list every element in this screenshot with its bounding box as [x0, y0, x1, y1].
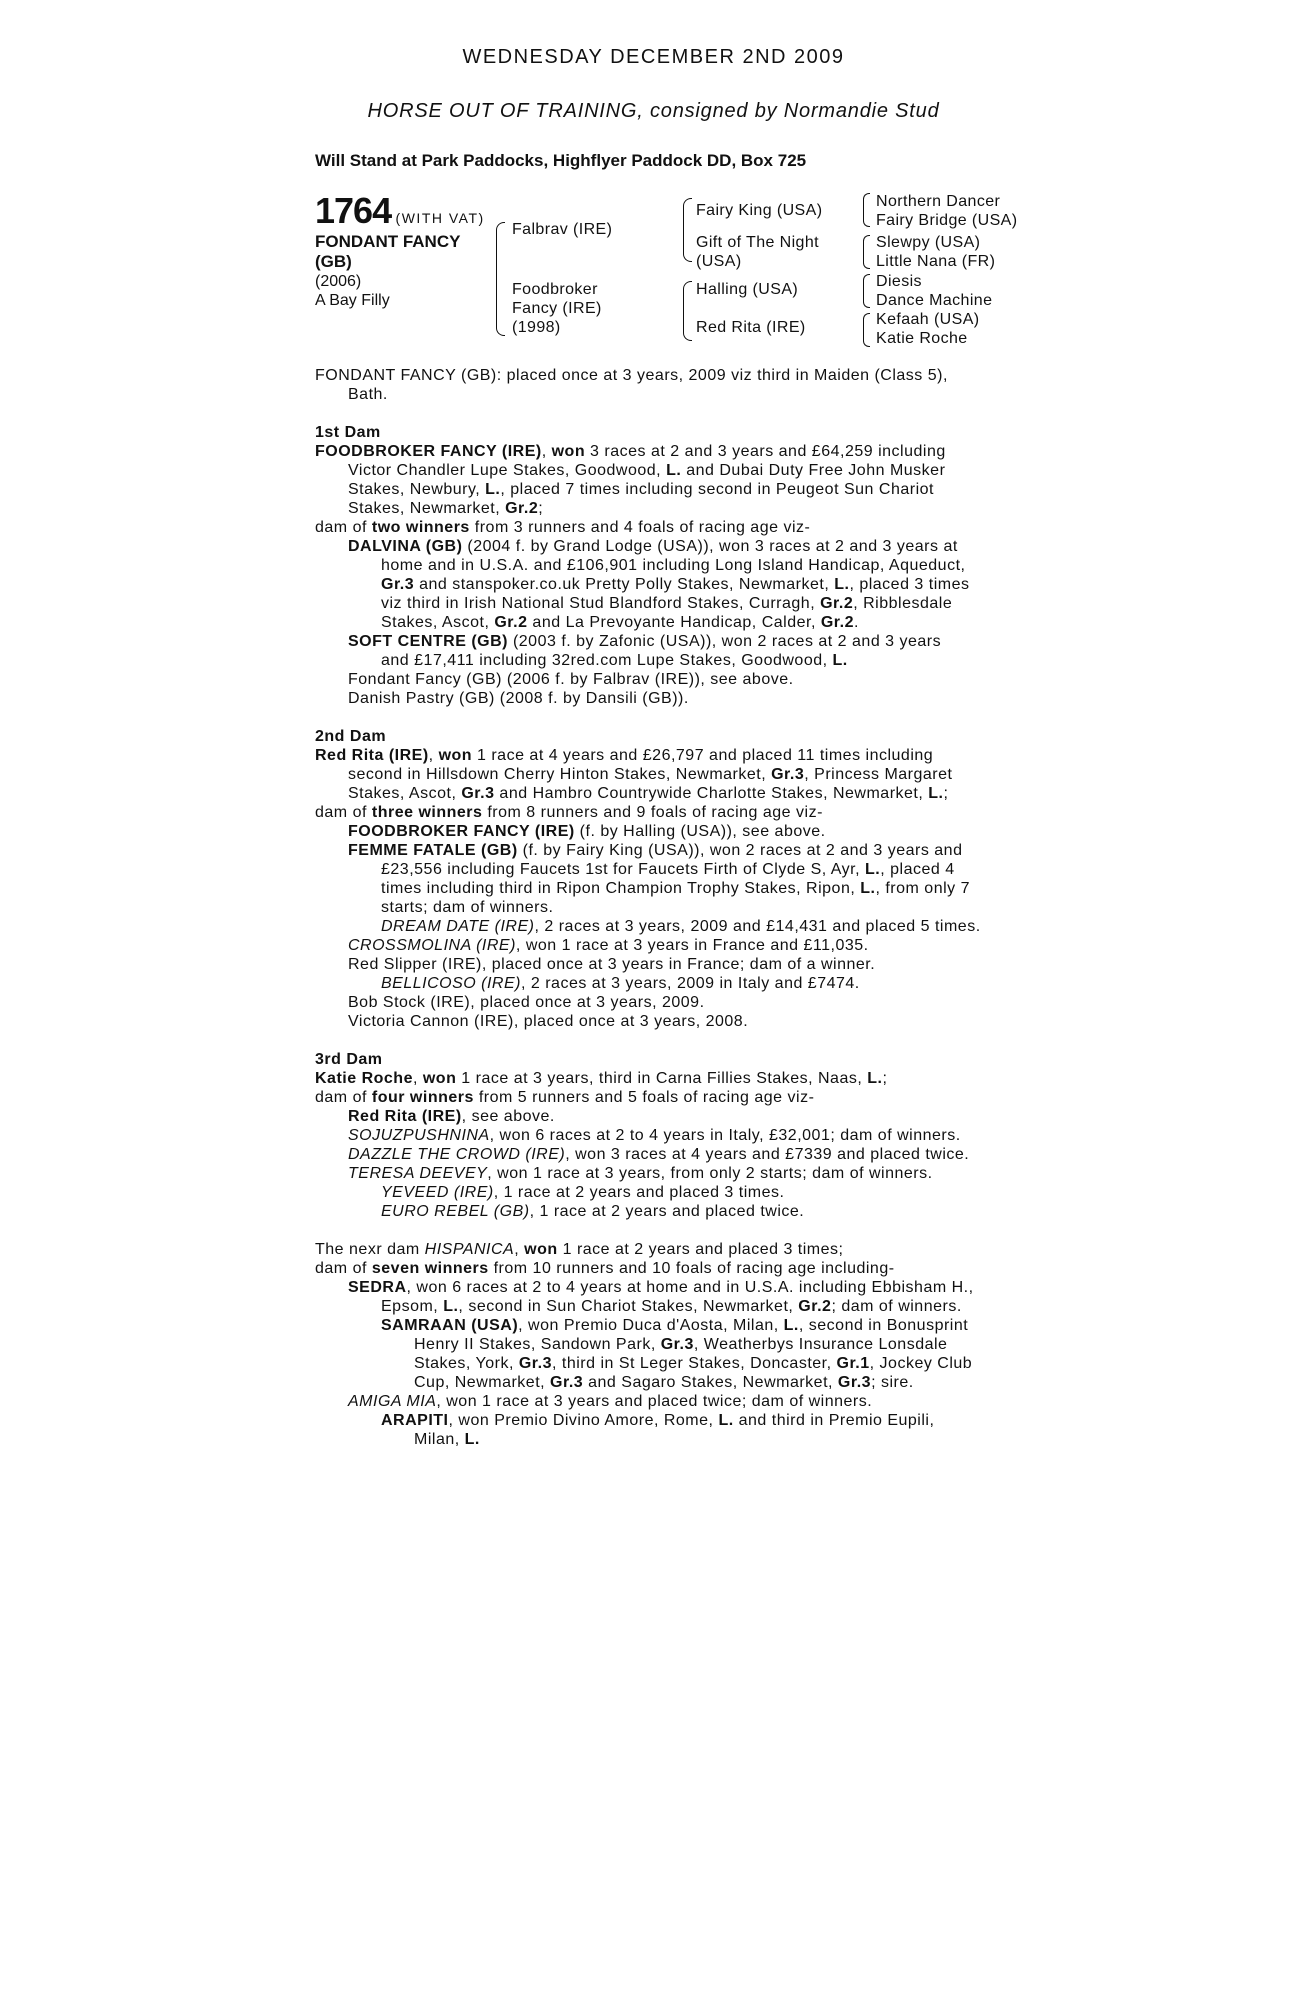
ped-dam-sire: Halling (USA)	[696, 281, 799, 298]
danish-line: Danish Pastry (GB) (2008 f. by Dansili (GB)).	[348, 690, 689, 707]
dam1-line-5: dam of two winners from 3 runners and 4 foals of racing age viz-	[315, 519, 811, 536]
ped-dam-dam: Red Rita (IRE)	[696, 319, 806, 336]
intro-line-2: Bath.	[348, 386, 388, 403]
dam4-line-1: The nexr dam HISPANICA, won 1 race at 2 years and placed 3 times;	[315, 1241, 844, 1258]
samraan-line-1: SAMRAAN (USA), won Premio Duca d'Aosta, Milan, L., second in Bonusprint	[381, 1317, 969, 1334]
dam2-line-2: second in Hillsdown Cherry Hinton Stakes, Newmarket, Gr.3, Princess Margaret	[348, 766, 953, 783]
arapiti-line-2: Milan, L.	[414, 1431, 480, 1448]
dalvina-line-5: Stakes, Ascot, Gr.2 and La Prevoyante Handicap, Calder, Gr.2.	[381, 614, 859, 631]
dazzle-line: DAZZLE THE CROWD (IRE), won 3 races at 4 years and £7339 and placed twice.	[348, 1146, 970, 1163]
sojuz-line: SOJUZPUSHNINA, won 6 races at 2 to 4 years in Italy, £32,001; dam of winners.	[348, 1127, 961, 1144]
ped-sds: Slewpy (USA)	[876, 234, 981, 251]
brace-dam-parents	[683, 281, 692, 341]
horse-year: (2006)	[315, 273, 362, 290]
femme-line-3: times including third in Ripon Champion Trophy Stakes, Ripon, L., from only 7	[381, 880, 970, 897]
fondant-line: Fondant Fancy (GB) (2006 f. by Falbrav (IRE)), see above.	[348, 671, 794, 688]
euro-rebel-line: EURO REBEL (GB), 1 race at 2 years and placed twice.	[381, 1203, 805, 1220]
foodbroker-line: FOODBROKER FANCY (IRE) (f. by Halling (USA)), see above.	[348, 823, 826, 840]
ped-sdd: Little Nana (FR)	[876, 253, 996, 270]
dam1-line-1: FOODBROKER FANCY (IRE), won 3 races at 2 and 3 years and £64,259 including	[315, 443, 946, 460]
dam3-line-1: Katie Roche, won 1 race at 3 years, third in Carna Fillies Stakes, Naas, L.;	[315, 1070, 888, 1087]
brace-ds	[863, 274, 870, 308]
brace-ss	[863, 193, 870, 227]
dream-date-line: DREAM DATE (IRE), 2 races at 3 years, 2009 and £14,431 and placed 5 times.	[381, 918, 981, 935]
dam1-line-3: Stakes, Newbury, L., placed 7 times including second in Peugeot Sun Chariot	[348, 481, 934, 498]
ped-dsd: Dance Machine	[876, 292, 993, 309]
bellicoso-line: BELLICOSO (IRE), 2 races at 3 years, 2009 in Italy and £7474.	[381, 975, 860, 992]
dalvina-line-1: DALVINA (GB) (2004 f. by Grand Lodge (USA)), won 3 races at 2 and 3 years at	[348, 538, 958, 555]
ped-ddd: Katie Roche	[876, 330, 968, 347]
horse-description: A Bay Filly	[315, 292, 390, 309]
intro-line-1: FONDANT FANCY (GB): placed once at 3 years, 2009 viz third in Maiden (Class 5),	[315, 367, 948, 384]
consignor-subtitle: HORSE OUT OF TRAINING, consigned by Normandie Stud	[367, 100, 940, 122]
lot-header	[315, 190, 485, 232]
dam1-line-4: Stakes, Newmarket, Gr.2;	[348, 500, 544, 517]
ped-dds: Kefaah (USA)	[876, 311, 980, 328]
dalvina-line-4: viz third in Irish National Stud Blandford Stakes, Curragh, Gr.2, Ribblesdale	[381, 595, 953, 612]
dam4-line-2: dam of seven winners from 10 runners and 10 foals of racing age including-	[315, 1260, 895, 1277]
lot-number: 1764	[315, 190, 392, 231]
ped-ssd: Fairy Bridge (USA)	[876, 212, 1018, 229]
brace-dd	[863, 313, 870, 347]
red-slipper-line: Red Slipper (IRE), placed once at 3 years in France; dam of a winner.	[348, 956, 876, 973]
lot-vat: (WITH VAT)	[395, 210, 485, 226]
ped-dam: Foodbroker Fancy (IRE) (1998)	[512, 281, 602, 336]
dam3-line-2: dam of four winners from 5 runners and 5 foals of racing age viz-	[315, 1089, 815, 1106]
ped-sire-sire: Fairy King (USA)	[696, 202, 823, 219]
brace-sire-dam	[496, 222, 505, 336]
ped-sire: Falbrav (IRE)	[512, 221, 613, 238]
first-dam-heading: 1st Dam	[315, 424, 381, 441]
ped-sss: Northern Dancer	[876, 193, 1001, 210]
ped-sire-dam: Gift of The Night (USA)	[696, 234, 820, 270]
dalvina-line-2: home and in U.S.A. and £106,901 including Long Island Handicap, Aqueduct,	[381, 557, 966, 574]
dam2-line-4: dam of three winners from 8 runners and 9 foals of racing age viz-	[315, 804, 823, 821]
samraan-line-3: Stakes, York, Gr.3, third in St Leger Stakes, Doncaster, Gr.1, Jockey Club	[414, 1355, 973, 1372]
dam1-line-2: Victor Chandler Lupe Stakes, Goodwood, L. and Dubai Duty Free John Musker	[348, 462, 946, 479]
ped-dss: Diesis	[876, 273, 922, 290]
sedra-line-1: SEDRA, won 6 races at 2 to 4 years at home and in U.S.A. including Ebbisham H.,	[348, 1279, 974, 1296]
horse-name: FONDANT FANCY (GB)	[315, 232, 461, 271]
dalvina-line-3: Gr.3 and stanspoker.co.uk Pretty Polly Stakes, Newmarket, L., placed 3 times	[381, 576, 970, 593]
teresa-line: TERESA DEEVEY, won 1 race at 3 years, from only 2 starts; dam of winners.	[348, 1165, 933, 1182]
femme-line-2: £23,556 including Faucets 1st for Faucets Firth of Clyde S, Ayr, L., placed 4	[381, 861, 955, 878]
dam2-line-3: Stakes, Ascot, Gr.3 and Hambro Countrywide Charlotte Stakes, Newmarket, L.;	[348, 785, 949, 802]
brace-sd	[863, 235, 870, 269]
victoria-cannon-line: Victoria Cannon (IRE), placed once at 3 years, 2008.	[348, 1013, 749, 1030]
yeveed-line: YEVEED (IRE), 1 race at 2 years and placed 3 times.	[381, 1184, 785, 1201]
sale-date: WEDNESDAY DECEMBER 2ND 2009	[462, 46, 845, 68]
crossmolina-line: CROSSMOLINA (IRE), won 1 race at 3 years in France and £11,035.	[348, 937, 869, 954]
soft-centre-line-2: and £17,411 including 32red.com Lupe Stakes, Goodwood, L.	[381, 652, 848, 669]
dam2-line-1: Red Rita (IRE), won 1 race at 4 years and £26,797 and placed 11 times including	[315, 747, 934, 764]
amiga-mia-line: AMIGA MIA, won 1 race at 3 years and placed twice; dam of winners.	[348, 1393, 873, 1410]
samraan-line-2: Henry II Stakes, Sandown Park, Gr.3, Weatherbys Insurance Lonsdale	[414, 1336, 948, 1353]
soft-centre-line-1: SOFT CENTRE (GB) (2003 f. by Zafonic (USA)), won 2 races at 2 and 3 years	[348, 633, 942, 650]
brace-sire-parents	[683, 198, 692, 262]
samraan-line-4: Cup, Newmarket, Gr.3 and Sagaro Stakes, Newmarket, Gr.3; sire.	[414, 1374, 914, 1391]
femme-line-4: starts; dam of winners.	[381, 899, 554, 916]
stand-location: Will Stand at Park Paddocks, Highflyer Paddock DD, Box 725	[315, 151, 807, 170]
second-dam-heading: 2nd Dam	[315, 728, 387, 745]
femme-line-1: FEMME FATALE (GB) (f. by Fairy King (USA)), won 2 races at 2 and 3 years and	[348, 842, 963, 859]
bob-stock-line: Bob Stock (IRE), placed once at 3 years, 2009.	[348, 994, 705, 1011]
third-dam-heading: 3rd Dam	[315, 1051, 383, 1068]
sedra-line-2: Epsom, L., second in Sun Chariot Stakes, Newmarket, Gr.2; dam of winners.	[381, 1298, 962, 1315]
arapiti-line-1: ARAPITI, won Premio Divino Amore, Rome, L. and third in Premio Eupili,	[381, 1412, 935, 1429]
red-rita-line: Red Rita (IRE), see above.	[348, 1108, 555, 1125]
